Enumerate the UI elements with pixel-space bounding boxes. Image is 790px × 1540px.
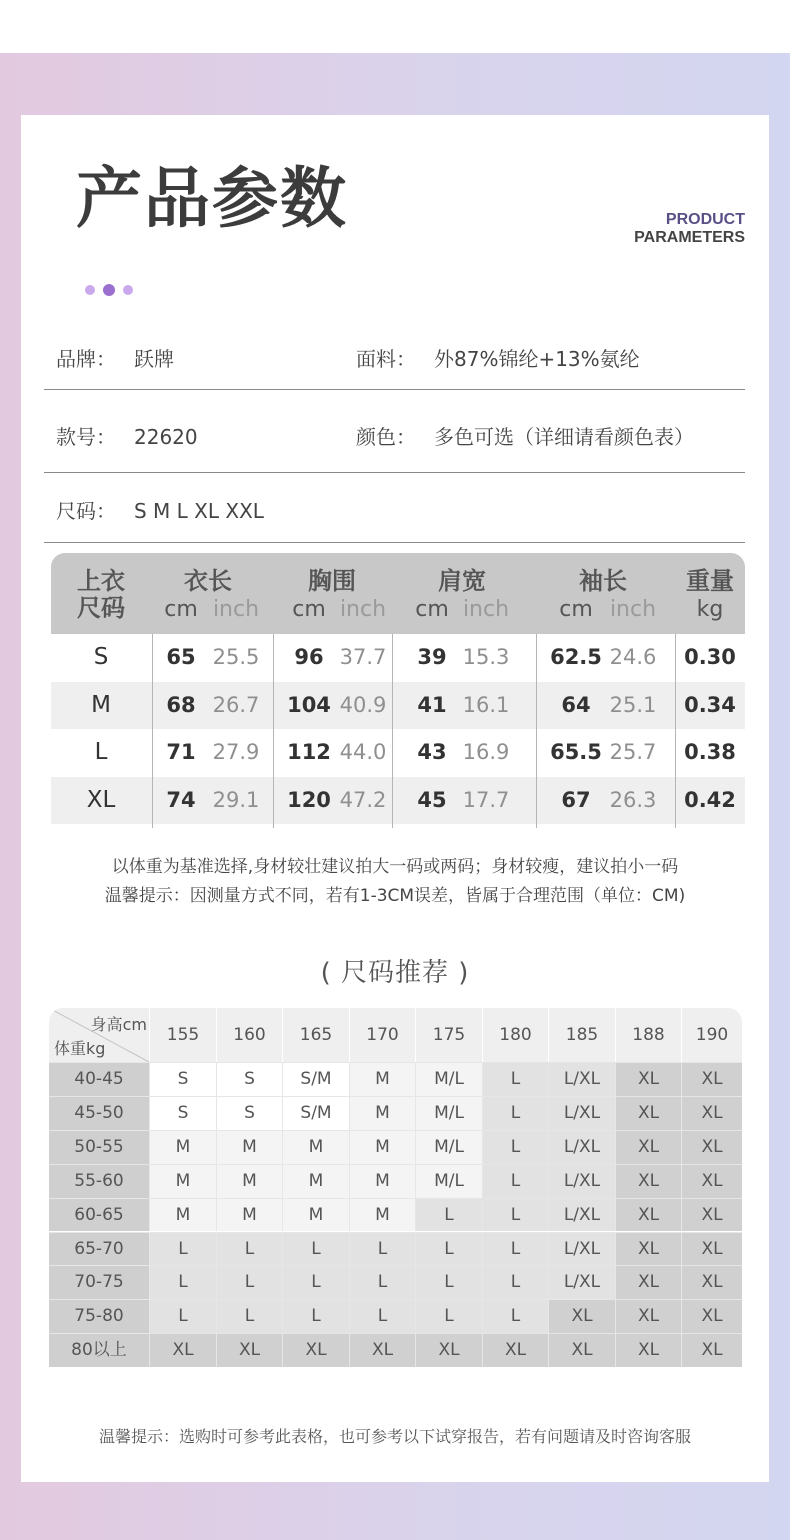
size-recommend-cell: M/L: [415, 1130, 482, 1164]
corner-weight-label: 体重kg: [54, 1039, 106, 1058]
brand-label: 品牌：: [56, 347, 116, 371]
size-recommend-cell: XL: [681, 1062, 742, 1096]
size-recommend-cell: XL: [681, 1198, 742, 1232]
size-recommend-cell: M: [349, 1164, 415, 1198]
size-recommend-cell: XL: [615, 1062, 681, 1096]
size-label: 尺码：: [56, 499, 116, 523]
col-unit-inch: inch: [609, 597, 657, 622]
weight-cell: 0.38: [684, 740, 736, 764]
cm-cell: 68: [166, 692, 196, 717]
color-label: 颜色：: [356, 425, 416, 449]
size-recommend-cell: L: [149, 1299, 216, 1333]
weight-header: 75-80: [49, 1299, 149, 1333]
cm-cell: 120: [287, 787, 331, 812]
material-label: 面料：: [356, 347, 416, 371]
note-line-2: 温馨提示：因测量方式不同，若有1-3CM误差，皆属于合理范围（单位：CM): [104, 886, 686, 906]
cm-cell: 96: [294, 645, 324, 669]
size-recommend-cell: L: [282, 1232, 349, 1266]
inch-cell: 26.7: [212, 692, 260, 717]
size-recommend-cell: L: [415, 1232, 482, 1266]
content-card: [21, 115, 769, 1482]
cm-cell: 64: [561, 692, 591, 717]
size-recommend-cell: M/L: [415, 1164, 482, 1198]
size-recommend-cell: M: [282, 1198, 349, 1232]
size-recommend-cell: S: [149, 1062, 216, 1096]
size-recommend-cell: L: [349, 1265, 415, 1299]
size-recommend-cell: L: [282, 1299, 349, 1333]
size-recommend-cell: M: [349, 1062, 415, 1096]
height-header: 170: [349, 1008, 415, 1062]
size-recommend-cell: S: [149, 1096, 216, 1130]
size-recommend-cell: L: [482, 1232, 548, 1266]
height-header: 155: [149, 1008, 216, 1062]
style-label: 款号：: [56, 425, 116, 449]
dot-decor: [103, 284, 115, 296]
inch-cell: 25.7: [609, 740, 657, 764]
column-divider: [392, 634, 393, 828]
col-group-header: 袖长: [579, 567, 627, 595]
size-recommend-cell: L: [482, 1299, 548, 1333]
height-header: 185: [548, 1008, 615, 1062]
dot-decor: [123, 285, 133, 295]
size-cell: S: [93, 644, 109, 670]
size-recommend-cell: XL: [615, 1130, 681, 1164]
dot-decor: [85, 285, 95, 295]
size-recommend-cell: L: [415, 1299, 482, 1333]
size-recommend-cell: XL: [681, 1333, 742, 1367]
cm-cell: 65: [166, 645, 196, 669]
inch-cell: 17.7: [462, 787, 510, 812]
info-row-1: [44, 343, 745, 390]
size-recommend-cell: S/M: [282, 1062, 349, 1096]
size-recommend-cell: M/L: [415, 1096, 482, 1130]
size-recommend-cell: XL: [615, 1265, 681, 1299]
size-recommend-cell: L/XL: [548, 1232, 615, 1266]
column-divider: [536, 634, 537, 828]
size-recommend-cell: XL: [149, 1333, 216, 1367]
size-recommend-cell: S: [216, 1096, 282, 1130]
size-recommend-cell: S/M: [282, 1096, 349, 1130]
size-recommend-cell: L: [415, 1198, 482, 1232]
size-recommend-cell: L: [482, 1265, 548, 1299]
size-cell: L: [94, 739, 108, 765]
size-recommend-cell: L/XL: [548, 1265, 615, 1299]
col-weight-unit: kg: [696, 597, 724, 622]
size-recommend-cell: XL: [216, 1333, 282, 1367]
size-recommend-cell: M: [216, 1130, 282, 1164]
inch-cell: 37.7: [339, 645, 387, 669]
size-recommend-cell: XL: [482, 1333, 548, 1367]
material-info: [356, 343, 640, 372]
inch-cell: 16.1: [462, 692, 510, 717]
page-subtitle-en: [634, 211, 745, 247]
height-header: 175: [415, 1008, 482, 1062]
size-recommend-cell: XL: [615, 1198, 681, 1232]
size-recommend-cell: M/L: [415, 1062, 482, 1096]
size-recommend-cell: XL: [681, 1299, 742, 1333]
column-divider: [152, 634, 153, 828]
size-recommend-cell: L/XL: [548, 1096, 615, 1130]
weight-cell: 0.34: [684, 692, 736, 717]
cm-cell: 67: [561, 787, 591, 812]
inch-cell: 16.9: [462, 740, 510, 764]
size-recommend-cell: XL: [548, 1333, 615, 1367]
size-recommend-cell: L: [216, 1265, 282, 1299]
size-recommend-cell: L: [349, 1299, 415, 1333]
cm-cell: 43: [417, 740, 447, 764]
measurement-table-header: [51, 553, 745, 634]
style-value: 22620: [134, 425, 198, 449]
size-recommend-table: [49, 1008, 742, 1368]
size-recommend-cell: M: [282, 1164, 349, 1198]
size-recommend-cell: L: [216, 1299, 282, 1333]
size-recommend-cell: L: [482, 1062, 548, 1096]
table-row: [51, 777, 745, 825]
size-recommend-cell: XL: [681, 1096, 742, 1130]
cm-cell: 74: [166, 787, 196, 812]
size-recommend-cell: L/XL: [548, 1062, 615, 1096]
col-unit-cm: cm: [292, 597, 326, 622]
size-recommend-cell: L: [216, 1232, 282, 1266]
col-unit-inch: inch: [462, 597, 510, 622]
size-recommend-cell: S: [216, 1062, 282, 1096]
inch-cell: 29.1: [212, 787, 260, 812]
brand-info: [56, 343, 174, 372]
cm-cell: 112: [287, 740, 331, 764]
size-recommend-cell: XL: [615, 1232, 681, 1266]
cm-cell: 104: [287, 692, 331, 717]
material-value: 外87%锦纶+13%氨纶: [434, 347, 640, 371]
size-recommend-cell: XL: [615, 1299, 681, 1333]
inch-cell: 25.1: [609, 692, 657, 717]
size-recommend-cell: L: [149, 1265, 216, 1299]
weight-cell: 0.30: [684, 645, 736, 669]
col-unit-inch: inch: [339, 597, 387, 622]
page-title: 产品参数: [76, 160, 348, 237]
size-recommend-cell: L: [149, 1232, 216, 1266]
col-size-header-1: 上衣: [77, 567, 125, 595]
weight-header: 50-55: [49, 1130, 149, 1164]
size-recommend-cell: M: [216, 1164, 282, 1198]
height-header: 188: [615, 1008, 681, 1062]
size-cell: M: [91, 691, 111, 718]
size-recommend-cell: XL: [282, 1333, 349, 1367]
inch-cell: 26.3: [609, 787, 657, 812]
inch-cell: 47.2: [339, 787, 387, 812]
cm-cell: 45: [417, 787, 447, 812]
subtitle-line-1: PRODUCT: [665, 211, 745, 228]
recommend-title: ( 尺码推荐 ): [320, 958, 470, 988]
decor-dots: [85, 284, 133, 296]
size-recommend-cell: L/XL: [548, 1198, 615, 1232]
subtitle-line-2: PARAMETERS: [634, 229, 745, 246]
size-recommend-cell: L: [482, 1198, 548, 1232]
inch-cell: 25.5: [212, 645, 260, 669]
inch-cell: 27.9: [212, 740, 260, 764]
size-recommend-cell: XL: [681, 1164, 742, 1198]
size-recommend-cell: M: [349, 1130, 415, 1164]
col-weight-header: 重量: [686, 567, 734, 595]
size-recommend-cell: XL: [615, 1164, 681, 1198]
size-recommend-cell: XL: [349, 1333, 415, 1367]
table-row: [51, 634, 745, 682]
size-recommend-cell: L/XL: [548, 1164, 615, 1198]
table-row: [51, 729, 745, 777]
size-recommend-cell: XL: [681, 1265, 742, 1299]
style-info: [56, 421, 198, 450]
table-row: [51, 682, 745, 730]
cm-cell: 41: [417, 692, 447, 717]
col-unit-cm: cm: [559, 597, 593, 622]
inch-cell: 40.9: [339, 692, 387, 717]
size-info: [56, 495, 264, 524]
column-divider: [675, 634, 676, 828]
size-recommend-cell: L: [482, 1164, 548, 1198]
size-recommend-cell: M: [349, 1198, 415, 1232]
weight-header: 65-70: [49, 1232, 149, 1266]
size-recommend-cell: XL: [681, 1232, 742, 1266]
weight-header: 55-60: [49, 1164, 149, 1198]
measurement-table: [51, 553, 745, 828]
size-recommend-cell: M: [282, 1130, 349, 1164]
weight-header: 45-50: [49, 1096, 149, 1130]
size-recommend-cell: L: [482, 1130, 548, 1164]
col-unit-cm: cm: [164, 597, 198, 622]
weight-header: 40-45: [49, 1062, 149, 1096]
height-header: 180: [482, 1008, 548, 1062]
weight-header: 70-75: [49, 1265, 149, 1299]
col-unit-cm: cm: [415, 597, 449, 622]
size-recommend-cell: XL: [681, 1130, 742, 1164]
info-row-2: [44, 421, 745, 473]
cm-cell: 71: [166, 740, 196, 764]
size-recommend-cell: L: [282, 1265, 349, 1299]
col-group-header: 胸围: [308, 567, 356, 595]
col-group-header: 衣长: [184, 567, 232, 595]
size-value: S M L XL XXL: [134, 499, 264, 523]
size-recommend-cell: M: [216, 1198, 282, 1232]
size-cell: XL: [86, 786, 116, 813]
height-header: 165: [282, 1008, 349, 1062]
weight-header: 60-65: [49, 1198, 149, 1232]
cm-cell: 39: [417, 645, 447, 669]
inch-cell: 44.0: [339, 740, 387, 764]
column-divider: [273, 634, 274, 828]
size-recommend-cell: XL: [548, 1299, 615, 1333]
height-header: 190: [681, 1008, 742, 1062]
info-row-3: [44, 495, 745, 543]
cm-cell: 65.5: [550, 740, 602, 764]
corner-height-label: 身高cm: [90, 1015, 147, 1034]
size-recommend-cell: L: [482, 1096, 548, 1130]
col-group-header: 肩宽: [438, 567, 486, 595]
size-recommend-cell: L/XL: [548, 1130, 615, 1164]
size-recommend-cell: M: [149, 1130, 216, 1164]
size-recommend-cell: L: [415, 1265, 482, 1299]
color-value: 多色可选（详细请看颜色表）: [434, 425, 694, 449]
footer-note: 温馨提示：选购时可参考此表格，也可参考以下试穿报告，若有问题请及时咨询客服: [98, 1427, 691, 1446]
cm-cell: 62.5: [550, 645, 602, 669]
size-recommend-cell: XL: [615, 1333, 681, 1367]
size-recommend-cell: XL: [415, 1333, 482, 1367]
color-info: [356, 421, 694, 450]
size-recommend-cell: M: [349, 1096, 415, 1130]
inch-cell: 24.6: [609, 645, 657, 669]
note-line-1: 以体重为基准选择,身材较壮建议拍大一码或两码；身材较瘦，建议拍小一码: [111, 857, 679, 877]
weight-cell: 0.42: [684, 787, 736, 812]
size-recommend-cell: XL: [615, 1096, 681, 1130]
col-size-header-2: 尺码: [77, 594, 125, 622]
weight-header: 80以上: [49, 1333, 149, 1367]
height-header: 160: [216, 1008, 282, 1062]
col-unit-inch: inch: [212, 597, 260, 622]
size-recommend-cell: M: [149, 1198, 216, 1232]
inch-cell: 15.3: [462, 645, 510, 669]
size-recommend-cell: L: [349, 1232, 415, 1266]
brand-value: 跃牌: [134, 347, 174, 371]
corner-header: [49, 1008, 149, 1062]
size-recommend-cell: M: [149, 1164, 216, 1198]
